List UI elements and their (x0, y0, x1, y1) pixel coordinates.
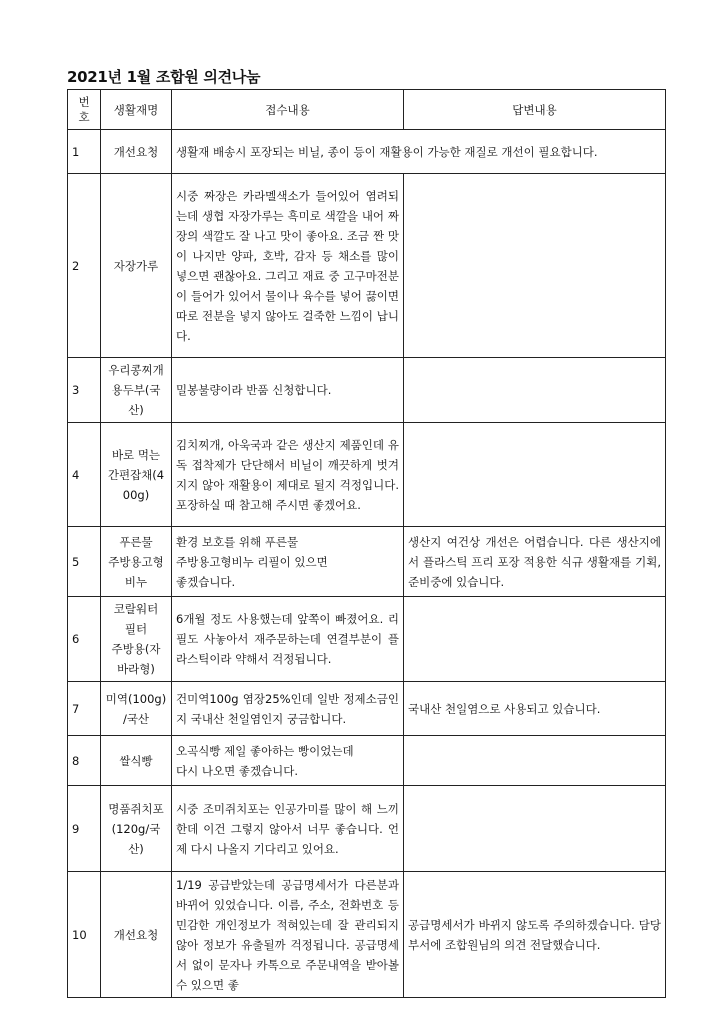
row-number: 8 (68, 736, 101, 786)
row-number: 5 (68, 527, 101, 597)
row-number: 7 (68, 682, 101, 736)
header-item-name: 생활재명 (101, 90, 172, 130)
received-content: 시중 조미쥐치포는 인공가미를 많이 해 느끼한데 이건 그렇지 않아서 너무 좋습니다. 언제 다시 나올지 기다리고 있어요. (172, 786, 404, 872)
received-content: 6개월 정도 사용했는데 앞쪽이 빠졌어요. 리필도 사놓아서 재주문하는데 연결부분이 플라스틱이라 약해서 걱정됩니다. (172, 597, 404, 682)
answer-content (404, 597, 666, 682)
header-number: 번 호 (68, 90, 101, 130)
received-content: 건미역100g 염장25%인데 일반 정제소금인지 국내산 천일염인지 궁금합니다. (172, 682, 404, 736)
item-name: 푸른물 주방용고형 비누 (101, 527, 172, 597)
row-number: 9 (68, 786, 101, 872)
header-received-content: 접수내용 (172, 90, 404, 130)
item-name: 코랄워터 필터 주방용(자 바라형) (101, 597, 172, 682)
table-header-row (68, 90, 666, 130)
answer-content (404, 736, 666, 786)
answer-content (404, 423, 666, 527)
received-content: 1/19 공급받았는데 공급명세서가 다른분과 바뀌어 있었습니다. 이름, 주소, 전화번호 등 민감한 개인정보가 적혀있는데 잘 관리되지 않아 정보가 유출될까 걱정됩니다. 공급명세서 없이 문자나 카톡으로 주문내역을 받아볼 수 있으면 좋 (172, 872, 404, 998)
received-content: 시중 짜장은 카라멜색소가 들어있어 염려되는데 생협 자장가루는 흑미로 색깔을 내어 짜장의 색깔도 잘 나고 맛이 좋아요. 조금 짠 맛이 나지만 양파, 호박, 감자 등 채소를 많이 넣으면 괜찮아요. 그리고 재료 중 고구마전분이 들어가 있어서 물이나 육수를 넣어 끓이면 따로 전분을 넣지 않아도 걸죽한 느낌이 납니다. (172, 174, 404, 358)
item-name: 자장가루 (101, 174, 172, 358)
answer-content: 생산지 여건상 개선은 어렵습니다. 다른 생산지에서 플라스틱 프리 포장 적용한 식규 생활재를 기획, 준비중에 있습니다. (404, 527, 666, 597)
received-content: 생활재 배송시 포장되는 비닐, 종이 등이 재활용이 가능한 재질로 개선이 필요합니다. (172, 130, 666, 174)
table-row (68, 527, 666, 597)
document-title: 2021년 1월 조합원 의견나눔 (67, 68, 261, 86)
table-row (68, 786, 666, 872)
item-name: 개선요청 (101, 872, 172, 998)
answer-content: 국내산 천일염으로 사용되고 있습니다. (404, 682, 666, 736)
opinion-table (67, 89, 666, 998)
item-name: 명품쥐치포 (120g/국 산) (101, 786, 172, 872)
table-row (68, 682, 666, 736)
row-number: 6 (68, 597, 101, 682)
row-number: 4 (68, 423, 101, 527)
row-number: 1 (68, 130, 101, 174)
received-content: 오곡식빵 제일 좋아하는 빵이었는데 다시 나오면 좋겠습니다. (172, 736, 404, 786)
item-name: 쌀식빵 (101, 736, 172, 786)
table-row (68, 174, 666, 358)
row-number: 10 (68, 872, 101, 998)
received-content: 김치찌개, 아욱국과 같은 생산지 제품인데 유독 접착제가 단단해서 비닐이 깨끗하게 벗겨지지 않아 재활용이 제대로 될지 걱정입니다. 포장하실 때 참고해 주시면 좋겠어요. (172, 423, 404, 527)
received-content: 밀봉불량이라 반품 신청합니다. (172, 358, 404, 423)
table-row (68, 423, 666, 527)
table-row (68, 130, 666, 174)
header-answer-content: 답변내용 (404, 90, 666, 130)
table-row (68, 358, 666, 423)
row-number: 3 (68, 358, 101, 423)
answer-content: 공급명세서가 바뀌지 않도록 주의하겠습니다. 담당부서에 조합원님의 의견 전달했습니다. (404, 872, 666, 998)
received-content: 환경 보호를 위해 푸른물 주방용고형비누 리필이 있으면 좋겠습니다. (172, 527, 404, 597)
item-name: 우리콩찌개 용두부(국 산) (101, 358, 172, 423)
table-row (68, 872, 666, 998)
answer-content (404, 174, 666, 358)
answer-content (404, 786, 666, 872)
answer-content (404, 358, 666, 423)
table-row (68, 597, 666, 682)
item-name: 개선요청 (101, 130, 172, 174)
item-name: 미역(100g) /국산 (101, 682, 172, 736)
table-row (68, 736, 666, 786)
row-number: 2 (68, 174, 101, 358)
item-name: 바로 먹는 간편잡채(4 00g) (101, 423, 172, 527)
